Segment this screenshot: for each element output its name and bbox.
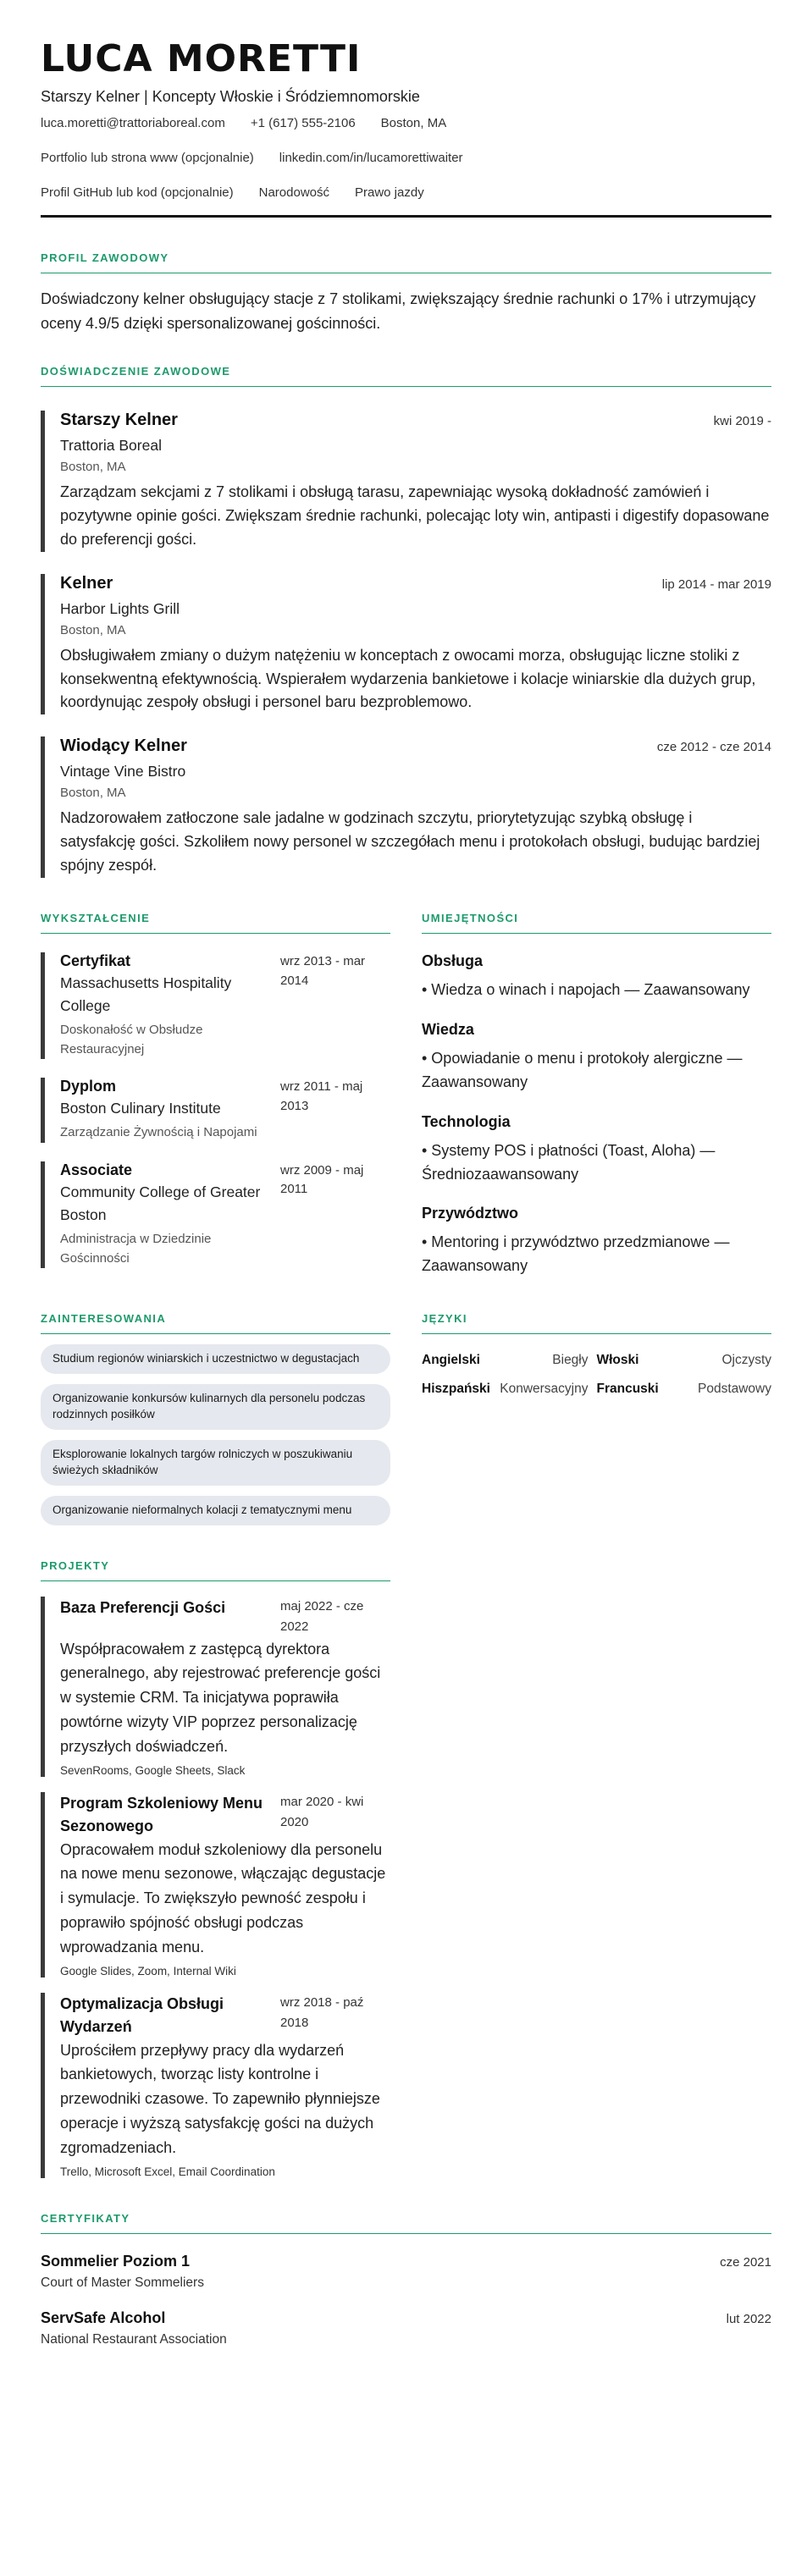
certificate-name: ServSafe Alcohol [41, 2308, 166, 2326]
education-degree: Dyplom [60, 1078, 117, 1095]
project-item [41, 1792, 390, 1978]
experience-location: Boston, MA [60, 622, 126, 637]
skill-value: • Systemy POS i płatności (Toast, Aloha) — Średniozaawansowany [422, 1141, 716, 1183]
project-tools: SevenRooms, Google Sheets, Slack [60, 1763, 246, 1777]
section-title-experience: DOŚWIADCZENIE ZAWODOWE [41, 365, 771, 387]
education-school: Boston Culinary Institute [60, 1100, 221, 1117]
contact-license: Prawo jazdy [355, 185, 424, 201]
section-title-skills: UMIEJĘTNOŚCI [422, 912, 771, 934]
contact-phone[interactable]: +1 (617) 555-2106 [250, 116, 356, 131]
education-degree: Associate [60, 1161, 133, 1178]
project-name: Baza Preferencji Gości [60, 1598, 226, 1616]
experience-date: lip 2014 - mar 2019 [661, 576, 771, 592]
project-tools: Trello, Microsoft Excel, Email Coordination [60, 2165, 275, 2178]
section-title-certificates: CERTYFIKATY [41, 2212, 771, 2234]
experience-company: Vintage Vine Bistro [60, 763, 186, 781]
experience-role: Wiodący Kelner [60, 736, 187, 756]
language-item [597, 1353, 772, 1368]
experience-date: kwi 2019 - [713, 413, 771, 428]
skill-group [422, 1113, 771, 1187]
language-name: Angielski [422, 1353, 480, 1368]
section-title-interests: ZAINTERESOWANIA [41, 1312, 390, 1334]
resume-header [41, 39, 771, 218]
certificate-date: lut 2022 [726, 2311, 771, 2326]
experience-location: Boston, MA [60, 459, 126, 474]
certificate-name: Sommelier Poziom 1 [41, 2252, 191, 2270]
candidate-name: LUCA MORETTI [41, 37, 362, 80]
education-item [41, 952, 390, 1059]
education-item [41, 1161, 390, 1268]
section-title-education: WYKSZTAŁCENIE [41, 912, 390, 934]
contact-info [41, 116, 771, 200]
project-name: Program Szkoleniowy Menu Sezonowego [60, 1794, 263, 1834]
certificate-issuer: National Restaurant Association [41, 2331, 227, 2347]
skill-category: Przywództwo [422, 1205, 519, 1222]
language-name: Hiszpański [422, 1382, 490, 1397]
skill-category: Obsługa [422, 952, 484, 969]
section-title-languages: JĘZYKI [422, 1312, 771, 1334]
education-field: Zarządzanie Żywnością i Napojami [60, 1125, 257, 1140]
experience-section [41, 365, 771, 878]
project-name: Optymalizacja Obsługi Wydarzeń [60, 1994, 224, 2035]
education-field: Doskonałość w Obsłudze Restauracyjnej [60, 1023, 203, 1056]
experience-item [41, 574, 771, 715]
education-date: wrz 2011 - maj 2013 [280, 1079, 363, 1113]
certificates-section [41, 2212, 771, 2347]
experience-description: Zarządzam sekcjami z 7 stolikami i obsługą tarasu, zapewniając wysoką dokładność zamówień i pozytywne opinie gości. Zwiększam średnie rachunki, polecając loty win, antipasti i digestify dopasowane do preferencji gości. [60, 483, 770, 548]
education-skills-row [41, 912, 771, 1278]
project-description: Współpracowałem z zastępcą dyrektora generalnego, aby rejestrować preferencje gości w systemie CRM. Ta inicjatywa poprawiła powtórne wizyty VIP poprzez personalizację przyszłych doświadczeń. [60, 1640, 381, 1755]
interests-section [41, 1312, 390, 1525]
contact-linkedin[interactable]: linkedin.com/in/lucamorettiwaiter [279, 151, 463, 166]
contact-email[interactable]: luca.moretti@trattoriaboreal.com [41, 116, 225, 131]
experience-company: Trattoria Boreal [60, 436, 162, 454]
language-item [422, 1382, 597, 1397]
summary-section [41, 251, 771, 336]
experience-company: Harbor Lights Grill [60, 599, 180, 617]
language-item [422, 1353, 597, 1368]
candidate-title: Starszy Kelner | Koncepty Włoskie i Śródziemnomorskie [41, 88, 420, 106]
project-date: maj 2022 - cze 2022 [280, 1598, 364, 1634]
header-divider [41, 215, 771, 218]
projects-section [41, 1559, 771, 2178]
education-degree: Certyfikat [60, 952, 131, 969]
experience-role: Kelner [60, 573, 113, 593]
summary-text: Doświadczony kelner obsługujący stacje z 7 stolikami, zwiększający średnie rachunki o 17% i utrzymujący oceny 4.9/5 dzięki spersonalizowanej gościnności. [41, 290, 756, 333]
skill-value: • Wiedza o winach i napojach — Zaawansowany [422, 981, 750, 998]
section-title-projects: PROJEKTY [41, 1559, 390, 1581]
education-date: wrz 2013 - mar 2014 [280, 954, 366, 988]
certificate-issuer: Court of Master Sommeliers [41, 2275, 204, 2290]
contact-location: Boston, MA [380, 116, 447, 131]
language-level: Konwersacyjny [500, 1382, 589, 1397]
skill-value: • Mentoring i przywództwo przedzmianowe — Zaawansowany [422, 1233, 730, 1275]
skill-category: Wiedza [422, 1020, 474, 1038]
skill-group [422, 1021, 771, 1095]
skill-value: • Opowiadanie o menu i protokoły alergiczne — Zaawansowany [422, 1049, 743, 1090]
experience-description: Obsługiwałem zmiany o dużym natężeniu w konceptach z owocami morza, obsługując liczne stoliki z konsekwentną efektywnością. Wspierałem wydarzenia bankietowe i kolacje winiarskie dla dużych grup, koordynując zespoły obsługi i personel baru bezproblemowo. [60, 646, 756, 711]
section-title-summary: PROFIL ZAWODOWY [41, 251, 771, 273]
interest-tag: Organizowanie nieformalnych kolacji z tematycznymi menu [41, 1496, 390, 1525]
education-date: wrz 2009 - maj 2011 [280, 1162, 364, 1197]
interest-tag: Studium regionów winiarskich i uczestnictwo w degustacjach [41, 1344, 390, 1374]
project-date: mar 2020 - kwi 2020 [280, 1794, 364, 1829]
contact-github[interactable]: Profil GitHub lub kod (opcjonalnie) [41, 185, 234, 201]
interests-languages-row [41, 1312, 771, 1525]
interest-tag: Eksplorowanie lokalnych targów rolniczych w poszukiwaniu świeżych składników [41, 1440, 390, 1486]
project-description: Opracowałem moduł szkoleniowy dla personelu na nowe menu sezonowe, włączając degustacje i symulacje. To zwiększyło pewność zespołu i poprawiło spójność obsługi podczas wprowadzania menu. [60, 1840, 386, 1955]
education-field: Administracja w Dziedzinie Gościnności [60, 1232, 212, 1266]
project-tools: Google Slides, Zoom, Internal Wiki [60, 1964, 236, 1978]
contact-nationality: Narodowość [258, 185, 329, 201]
education-item [41, 1078, 390, 1143]
experience-item [41, 736, 771, 878]
interest-tag: Organizowanie konkursów kulinarnych dla personelu podczas rodzinnych posiłków [41, 1384, 390, 1430]
language-list [422, 1353, 771, 1397]
experience-item [41, 411, 771, 552]
experience-location: Boston, MA [60, 786, 126, 801]
project-item [41, 1993, 390, 2178]
skill-group [422, 1205, 771, 1278]
language-name: Francuski [596, 1382, 659, 1397]
experience-date: cze 2012 - cze 2014 [656, 740, 771, 755]
contact-portfolio[interactable]: Portfolio lub strona www (opcjonalnie) [41, 151, 254, 166]
language-name: Włoski [596, 1353, 639, 1368]
skill-category: Technologia [422, 1112, 511, 1130]
certificate-item [41, 2253, 771, 2291]
language-item [597, 1382, 772, 1397]
education-section [41, 912, 390, 1278]
education-school: Community College of Greater Boston [60, 1183, 261, 1223]
skills-section [422, 912, 771, 1278]
education-school: Massachusetts Hospitality College [60, 974, 232, 1015]
experience-list [41, 411, 771, 878]
language-level: Biegły [552, 1353, 589, 1368]
certificate-date: cze 2021 [720, 2254, 771, 2270]
project-date: wrz 2018 - paź 2018 [280, 1994, 364, 2030]
experience-role: Starszy Kelner [60, 410, 178, 429]
certificate-item [41, 2309, 771, 2347]
language-level: Podstawowy [697, 1382, 771, 1397]
language-level: Ojczysty [721, 1353, 771, 1368]
experience-description: Nadzorowałem zatłoczone sale jadalne w godzinach szczytu, priorytetyzując szybką obsługę i satysfakcję gości. Szkoliłem nowy personel w szczegółach menu i protokołach obsługi, budując bardziej spójny zespół. [60, 809, 760, 874]
project-description: Uprościłem przepływy pracy dla wydarzeń bankietowych, tworząc listy kontrolne i przewodniki czasowe. To zapewniło płynniejsze operacje i wyższą satysfakcję gości na dużych zgromadzeniach. [60, 2041, 380, 2156]
project-item [41, 1597, 390, 1777]
languages-section [422, 1312, 771, 1525]
skill-group [422, 952, 771, 1002]
